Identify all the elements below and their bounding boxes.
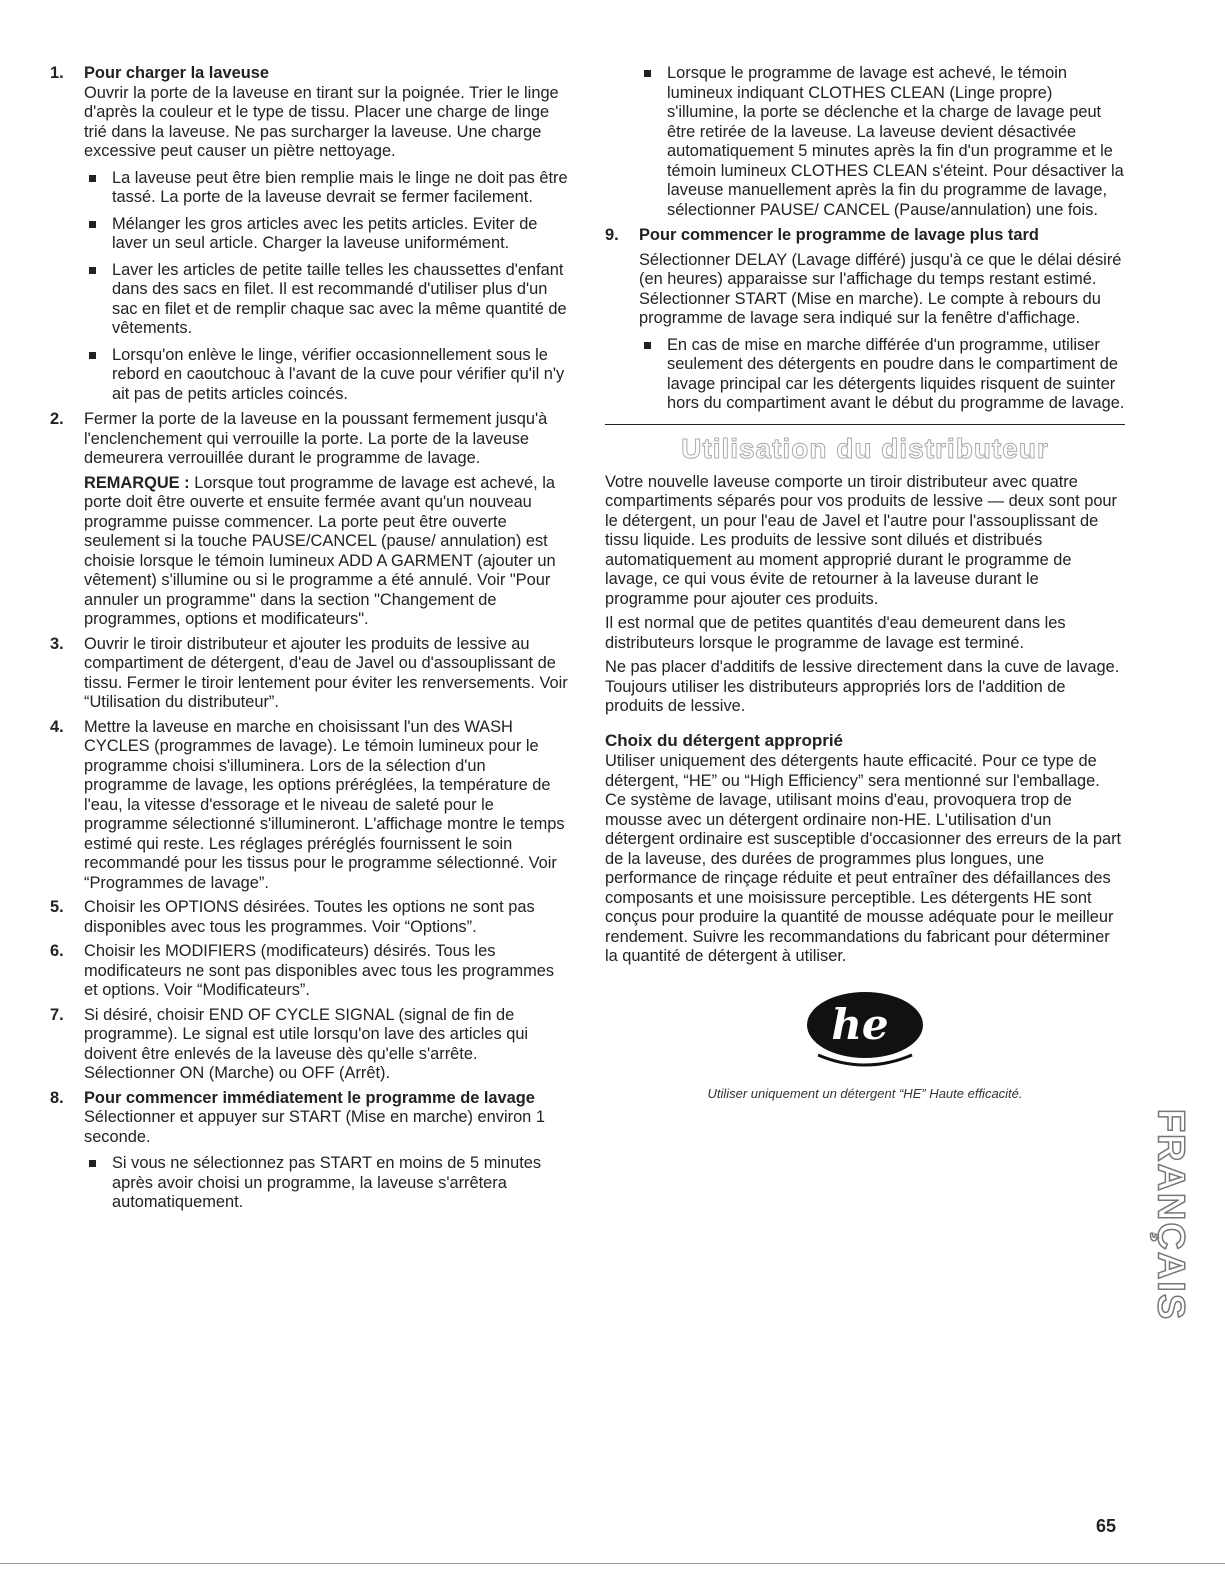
step-number: 1. xyxy=(50,64,64,82)
bullet-item: Mélanger les gros articles avec les petits articles. Eviter de laver un seul article. Charger la laveuse uniformément. xyxy=(84,215,570,254)
he-logo-icon xyxy=(800,989,930,1069)
step-text: Mettre la laveuse en marche en choisissant l'un des WASH CYCLES (programmes de lavage). Le témoin lumineux pour le programme choisi s'illuminera. Lors de la sélection d'un programme de lavage, les options préréglées, la température de l'eau, la vitesse d'essorage et le niveau de saleté pour le programme sélectionné s'illumineront. L'affichage montre le temps estimé qui reste. Les réglages préréglés fournissent le soin recommandé pour les tissus pour le programme sélectionné. Voir “Programmes de lavage”. xyxy=(84,717,565,892)
left-column xyxy=(50,64,570,1219)
step-8 xyxy=(50,1089,570,1213)
step-title: Pour commencer immédiatement le programme de lavage xyxy=(84,1088,535,1107)
bottom-rule xyxy=(0,1563,1225,1564)
right-column xyxy=(605,64,1125,1104)
svg-text:he: he xyxy=(831,999,889,1049)
step-text: Choisir les MODIFIERS (modificateurs) désirés. Tous les modificateurs ne sont pas disponibles avec tous les programmes et options. Voir “Modificateurs”. xyxy=(84,942,555,999)
bullet-icon xyxy=(89,267,96,274)
step-text: Ouvrir la porte de la laveuse en tirant sur la poignée. Trier le linge d'après la couleur et le type de tissu. Placer une charge de linge trié dans la laveuse. Ne pas surcharger la laveuse. Une charge excessive peut causer un piètre nettoyage. xyxy=(84,83,559,160)
page-number: 65 xyxy=(1096,1516,1117,1536)
logo-caption: Utiliser uniquement un détergent “HE” Haute efficacité. xyxy=(707,1086,1023,1101)
language-side-tab xyxy=(1150,1080,1190,1350)
step-3 xyxy=(50,635,570,713)
he-logo xyxy=(605,989,1125,1075)
step-text: Sélectionner et appuyer sur START (Mise en marche) environ 1 seconde. xyxy=(84,1108,545,1146)
bullet-item: En cas de mise en marche différée d'un programme, utiliser seulement des détergents en poudre dans le compartiment de lavage principal car les détergents liquides risquent de suinter hors du compartiment avant le début du programme de lavage. xyxy=(639,336,1125,414)
bullet-icon xyxy=(89,1160,96,1167)
step-number: 2. xyxy=(50,410,64,428)
step-2 xyxy=(50,410,570,630)
bullet-icon xyxy=(89,175,96,182)
note-label: REMARQUE : xyxy=(84,473,190,492)
bullet-item: La laveuse peut être bien remplie mais le linge ne doit pas être tassé. La porte de la laveuse devrait se fermer facilement. xyxy=(84,169,570,208)
step-number: 4. xyxy=(50,717,64,736)
subheading: Choix du détergent approprié xyxy=(605,730,844,750)
step-title: Pour commencer le programme de lavage plus tard xyxy=(639,226,1039,244)
step-6 xyxy=(50,942,570,1001)
step-9 xyxy=(605,226,1125,414)
bullet-item: Lorsqu'on enlève le linge, vérifier occasionnellement sous le rebord en caoutchouc à l'avant de la cuve pour vérifier qu'il n'y ait pas de petits articles coincés. xyxy=(84,346,570,405)
step-text: Fermer la porte de la laveuse en la poussant fermement jusqu'à l'enclenchement qui verrouille la porte. La porte de la laveuse demeurera verrouillée durant le programme de lavage. xyxy=(84,410,548,467)
step-8-continued xyxy=(605,64,1125,220)
side-tab-label: FRANÇAIS xyxy=(1149,1108,1192,1322)
step-title: Pour charger la laveuse xyxy=(84,64,269,82)
step-7 xyxy=(50,1006,570,1084)
step-number: 3. xyxy=(50,634,64,653)
note-text: Lorsque tout programme de lavage est achevé, la porte doit être ouverte et ensuite fermée avant qu'un nouveau programme puisse commencer. La porte peut être ouverte seulement si la touche PAUSE/CANCEL (pause/ annulation) est choisie lorsque le témoin lumineux ADD A GARMENT (ajouter un vêtement) s'illumine ou si le programme a été annulé. Voir "Pour annuler un programme" dans la section "Changement de programmes, options et modificateurs". xyxy=(84,473,556,628)
step-text: Sélectionner DELAY (Lavage différé) jusqu'à ce que le délai désiré (en heures) apparaisse sur l'affichage du temps restant estimé. Sélectionner START (Mise en marche). Le compte à rebours du programme de lavage sera indiqué sur la fenêtre d'affichage. xyxy=(639,250,1122,327)
note xyxy=(84,474,570,630)
step-text: Ouvrir le tiroir distributeur et ajouter les produits de lessive au compartiment de détergent, d'eau de Javel ou d'assouplissant de tissu. Fermer le tiroir lentement pour éviter les renversements. Voir “Utilisation du distributeur”. xyxy=(84,634,568,711)
step-number: 5. xyxy=(50,898,64,916)
step-number: 8. xyxy=(50,1088,64,1107)
bullet-item: Si vous ne sélectionnez pas START en moins de 5 minutes après avoir choisi un programme, la laveuse s'arrêtera automatiquement. xyxy=(84,1154,570,1213)
step-number: 9. xyxy=(605,226,619,244)
bullet-icon xyxy=(89,352,96,359)
bullet-item: Laver les articles de petite taille telles les chaussettes d'enfant dans des sacs en filet. Il est recommandé d'utiliser plus d'un sac en filet et de remplir chaque sac avec la même quantité de vêtements. xyxy=(84,261,570,339)
paragraph: Votre nouvelle laveuse comporte un tiroir distributeur avec quatre compartiments séparés pour vos produits de lessive — deux sont pour le détergent, un pour l'eau de Javel et l'autre pour l'assouplissant de tissu liquide. Les produits de lessive sont dilués et distribués automatiquement au moment approprié durant le programme de lavage, ce qui vous évite de retourner à la laveuse durant le programme pour ajouter ces produits. xyxy=(605,472,1118,608)
bullet-icon xyxy=(89,221,96,228)
bullet-item: Lorsque le programme de lavage est achevé, le témoin lumineux indiquant CLOTHES CLEAN (Linge propre) s'illumine, la porte se déclenche et la charge de lavage peut être retirée de la laveuse. La laveuse devient désactivée automatiquement 5 minutes après la fin d'un programme et le témoin lumineux CLOTHES CLEAN s'éteint. Pour désactiver la laveuse manuellement après la fin du programme de lavage, sélectionner PAUSE/ CANCEL (Pause/annulation) une fois. xyxy=(639,64,1125,220)
step-number: 6. xyxy=(50,942,64,960)
step-text: Si désiré, choisir END OF CYCLE SIGNAL (signal de fin de programme). Le signal est utile lorsqu'on lave des articles qui doivent être enlevés de la laveuse dès qu'elle s'arrête. Sélectionner ON (Marche) ou OFF (Arrêt). xyxy=(84,1005,529,1082)
step-5 xyxy=(50,898,570,937)
paragraph: Il est normal que de petites quantités d'eau demeurent dans les distributeurs lorsque le programme de lavage est terminé. xyxy=(605,614,1066,652)
paragraph: Utiliser uniquement des détergents haute efficacité. Pour ce type de détergent, “HE” ou “High Efficiency” sera mentionné sur l'emballage. Ce système de lavage, utilisant moins d'eau, provoquera trop de mousse avec un détergent ordinaire non-HE. L'utilisation d'un détergent ordinaire est susceptible d'occasionner des erreurs de la part de la laveuse, des durées de programmes plus longues, une performance de rinçage réduite et peut entraîner des défaillances des composants et une moisissure perceptible. Les détergents HE sont conçus pour produire la quantité de mousse adéquate pour le meilleur rendement. Suivre les recommandations du fabricant pour déterminer la quantité de détergent à utiliser. xyxy=(605,752,1122,965)
step-4 xyxy=(50,718,570,894)
bullet-icon xyxy=(644,342,651,349)
step-text: Choisir les OPTIONS désirées. Toutes les options ne sont pas disponibles avec tous les programmes. Voir “Options”. xyxy=(84,898,535,936)
step-1 xyxy=(50,64,570,404)
bullet-icon xyxy=(644,70,651,77)
paragraph: Ne pas placer d'additifs de lessive directement dans la cuve de lavage. Toujours utiliser les distributeurs appropriés lors de l'addition de produits de lessive. xyxy=(605,658,1120,715)
section-divider xyxy=(605,424,1125,425)
step-number: 7. xyxy=(50,1005,64,1024)
section-title: Utilisation du distributeur xyxy=(681,432,1049,464)
